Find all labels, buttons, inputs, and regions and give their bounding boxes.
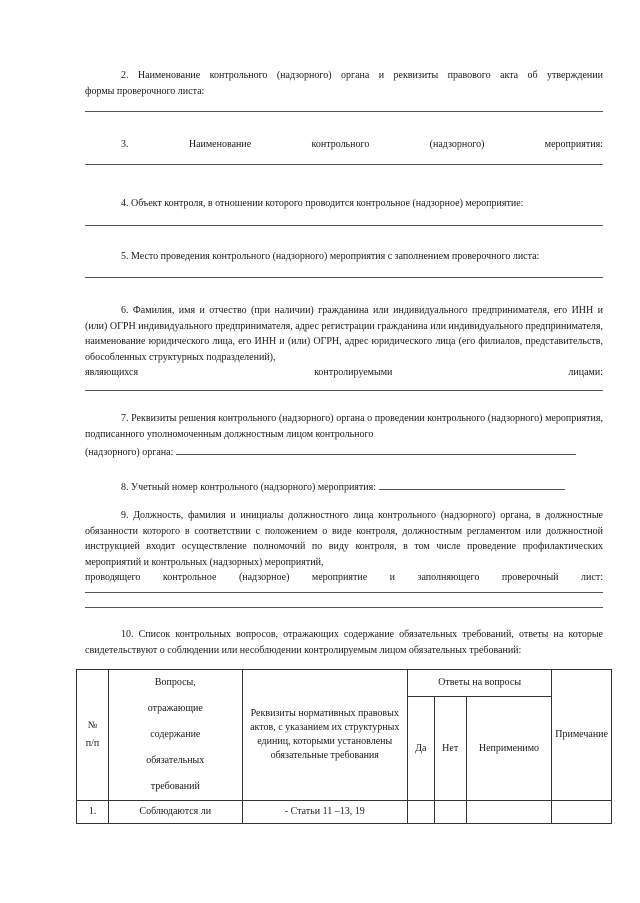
item-9: [85, 508, 603, 586]
item-3-word-2: Наименование: [188, 139, 252, 150]
item-7: [85, 411, 603, 461]
row-note[interactable]: [552, 801, 612, 824]
item-5-fill-line: [85, 277, 603, 278]
header-no: Нет: [434, 697, 466, 801]
item-3-word-1: 3.: [121, 139, 129, 150]
item-6-fill-line: [85, 390, 603, 391]
header-questions: Вопросы, отражающие содержание обязательных требований: [109, 670, 242, 801]
item-6-word-2: контролируемыми: [314, 367, 393, 378]
item-9-word-8: лист:: [581, 572, 603, 583]
item-2-fill-line: [85, 111, 603, 112]
item-3-fill-line: [85, 164, 603, 165]
header-answers: Ответы на вопросы: [407, 670, 551, 697]
item-9-word-4: мероприятие: [311, 572, 368, 583]
item-6-last-line: [85, 365, 603, 381]
item-6-text: 6. Фамилия, имя и отчество (при наличии) гражданина или индивидуального предпринимателя, его ИНН и (или) ОГРН индивидуального предпринимателя, адрес регистрации гражданина или индивидуального предпринимателя, наименование юридического лица, его ИНН и (или) ОГРН, адрес юридического лица (его филиалов, представительств, обособленных структурных подразделений),: [85, 305, 603, 363]
header-requisites: Реквизиты нормативных правовых актов, с указанием их структурных единиц, которыми установлены обязательные требования: [242, 670, 407, 801]
item-9-last-line: [85, 570, 603, 586]
row-question: Соблюдаются ли: [109, 801, 242, 824]
item-3-word-5: мероприятия:: [544, 139, 603, 150]
item-9-word-3: (надзорное): [238, 572, 290, 583]
header-yes: Да: [407, 697, 434, 801]
row-answer-yes[interactable]: [407, 801, 434, 824]
item-7-fill-line: [176, 454, 576, 455]
item-6-word-3: лицами:: [568, 367, 603, 378]
item-5: 5. Место проведения контрольного (надзорного) мероприятия с заполнением проверочного листа:: [121, 251, 540, 262]
table-header-row-1: [77, 670, 612, 697]
item-4-fill-line: [85, 225, 603, 226]
item-8-label: 8. Учетный номер контрольного (надзорного) мероприятия:: [121, 482, 377, 493]
header-note: Примечание: [552, 670, 612, 801]
item-8-fill-line: [379, 489, 565, 490]
item-2-line1: 2. Наименование контрольного (надзорного) органа и реквизиты правового акта об утверждении: [121, 70, 603, 81]
item-9-text: 9. Должность, фамилия и инициалы должностного лица контрольного (надзорного) органа, в должностные обязанности которого в соответствии с положением о виде контроля, должностным регламентом или должностной инструкцией входит осуществление полномочий по виду контроля, в том числе проведение профилактических мероприятий и контрольных (надзорных) мероприятий,: [85, 510, 603, 568]
item-9-word-2: контрольное: [162, 572, 217, 583]
item-7-end-label: (надзорного) органа:: [85, 447, 174, 458]
item-10: 10. Список контрольных вопросов, отражающих содержание обязательных требований, ответы на которые свидетельствуют о соблюдении или несоблюдении контролируемым лицом обязательных требований:: [85, 629, 603, 656]
item-3-word-4: (надзорного): [429, 139, 485, 150]
item-9-word-6: заполняющего: [417, 572, 480, 583]
item-9-fill-line-2: [85, 607, 603, 608]
item-8: [85, 480, 603, 496]
row-requisites: - Статьи 11 –13, 19: [242, 801, 407, 824]
item-6: [85, 303, 603, 381]
row-number: 1.: [77, 801, 109, 824]
table-row: [77, 801, 612, 824]
item-2: [85, 68, 603, 99]
row-answer-no[interactable]: [434, 801, 466, 824]
item-9-word-1: проводящего: [85, 572, 141, 583]
item-9-word-7: проверочный: [501, 572, 559, 583]
row-answer-na[interactable]: [466, 801, 552, 824]
item-7-end-line: [85, 445, 603, 461]
item-7-text: 7. Реквизиты решения контрольного (надзорного) органа о проведении контрольного (надзорного) мероприятия, подписанного уполномоченным должностным лицом контрольного: [85, 413, 603, 440]
item-6-word-1: являющихся: [85, 367, 139, 378]
header-na: Неприменимо: [466, 697, 552, 801]
item-3: [85, 137, 603, 153]
checklist-table: [76, 669, 612, 824]
item-9-fill-line-1: [85, 592, 603, 593]
item-9-word-5: и: [389, 572, 395, 583]
item-2-line2: формы проверочного листа:: [85, 85, 205, 97]
header-number: № п/п: [77, 670, 109, 801]
item-4: 4. Объект контроля, в отношении которого проводится контрольное (надзорное) мероприятие:: [121, 198, 524, 209]
item-3-word-3: контрольного: [311, 139, 370, 150]
